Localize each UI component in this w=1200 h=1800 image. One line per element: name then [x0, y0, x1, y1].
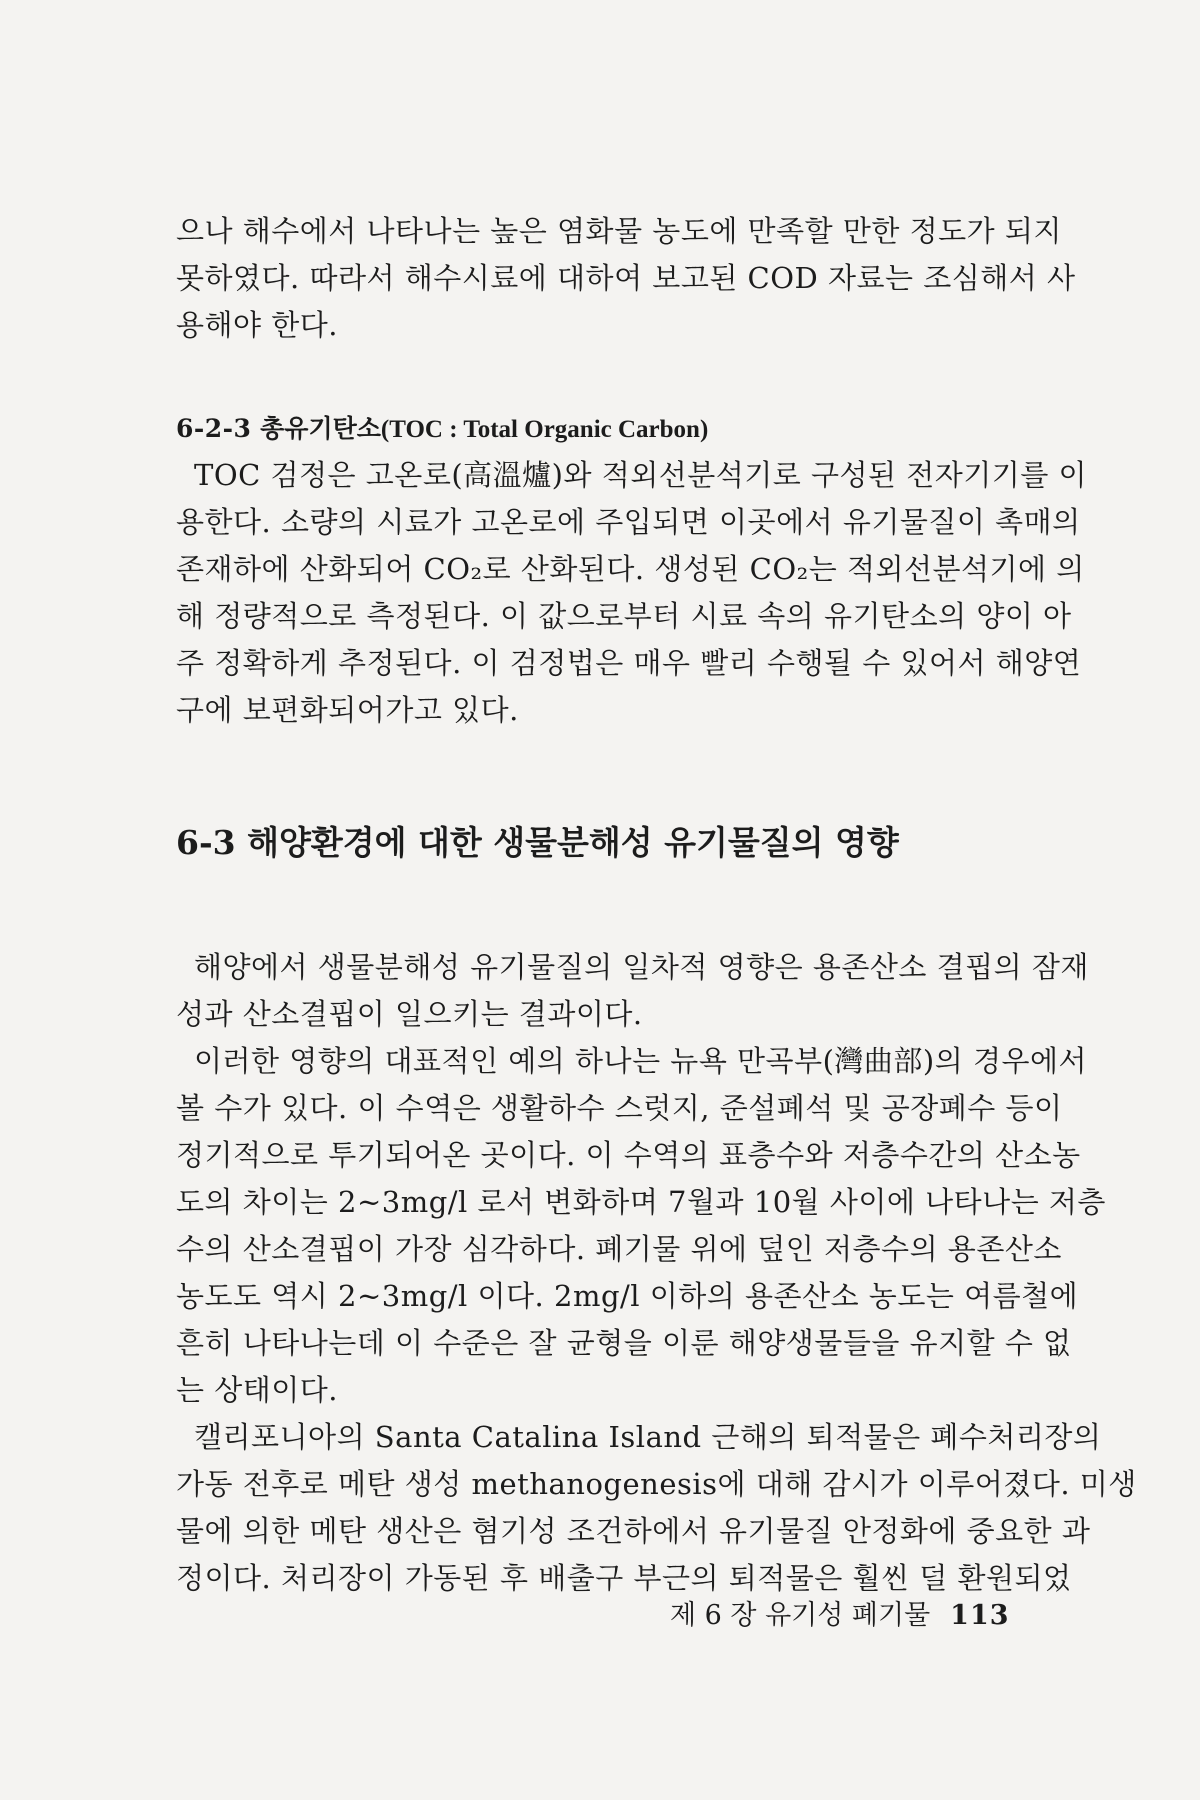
subsection-heading [176, 405, 1033, 452]
text-line: 는 상태이다. [176, 1373, 339, 1407]
text-line: TOC 검정은 고온로(高溫爐)와 적외선분석기로 구성된 전자기기를 이 [194, 458, 1088, 492]
text-line: 용한다. 소량의 시료가 고온로에 주입되면 이곳에서 유기물질이 촉매의 [176, 505, 1081, 539]
text-line: 존재하에 산화되어 CO₂로 산화된다. 생성된 CO₂는 적외선분석기에 의 [176, 552, 1085, 586]
subsection-title: 총유기탄소 [260, 414, 381, 443]
text-line: 수의 산소결핍이 가장 심각하다. 폐기물 위에 덮인 저층수의 용존산소 [176, 1232, 1062, 1266]
paragraph-cod-caution [176, 208, 1076, 349]
text-line: 농도도 역시 2~3mg/l 이다. 2mg/l 이하의 용존산소 농도는 여름철에 [176, 1279, 1079, 1313]
text-line: 볼 수가 있다. 이 수역은 생활하수 스럿지, 준설폐석 및 공장폐수 등이 [176, 1091, 1063, 1125]
paragraph-new-york-bight [176, 1038, 1106, 1414]
text-line: 구에 보편화되어가고 있다. [176, 693, 519, 727]
text-line: 으나 해수에서 나타나는 높은 염화물 농도에 만족할 만한 정도가 되지 [176, 214, 1062, 248]
subsection-number: 6-2-3 [176, 414, 252, 443]
text-line: 정기적으로 투기되어온 곳이다. 이 수역의 표층수와 저층수간의 산소농 [176, 1138, 1081, 1172]
text-line: 못하였다. 따라서 해수시료에 대하여 보고된 COD 자료는 조심해서 사 [176, 261, 1076, 295]
paragraph-santa-catalina [176, 1414, 1137, 1602]
section-heading: 6-3 해양환경에 대한 생물분해성 유기물질의 영향 [176, 823, 899, 862]
chapter-title: 제 6 장 유기성 폐기물 [670, 1600, 931, 1631]
page-body [176, 208, 1137, 1602]
text-line: 주 정확하게 추정된다. 이 검정법은 매우 빨리 수행될 수 있어서 해양연 [176, 646, 1082, 680]
text-line: 해양에서 생물분해성 유기물질의 일차적 영향은 용존산소 결핍의 잠재 [194, 950, 1089, 984]
text-line: 용해야 한다. [176, 308, 339, 342]
paragraph-toc-method [176, 452, 1088, 734]
text-line: 흔히 나타나는데 이 수준은 잘 균형을 이룬 해양생물들을 유지할 수 없 [176, 1326, 1072, 1360]
text-line: 가동 전후로 메탄 생성 methanogenesis에 대해 감시가 이루어졌다. 미생 [176, 1467, 1137, 1501]
text-line: 성과 산소결핍이 일으키는 결과이다. [176, 997, 643, 1031]
text-line: 도의 차이는 2~3mg/l 로서 변화하며 7월과 10월 사이에 나타나는 저층 [176, 1185, 1106, 1219]
text-line: 이러한 영향의 대표적인 예의 하나는 뉴욕 만곡부(灣曲部)의 경우에서 [194, 1044, 1088, 1078]
text-line: 물에 의한 메탄 생산은 혐기성 조건하에서 유기물질 안정화에 중요한 과 [176, 1514, 1091, 1548]
page-footer [670, 1593, 1010, 1632]
paragraph-primary-effect [176, 944, 1089, 1038]
page-number: 113 [950, 1600, 1010, 1631]
text-line: 캘리포니아의 Santa Catalina Island 근해의 퇴적물은 폐수처리장의 [194, 1420, 1102, 1454]
subsection-title-english: (TOC : Total Organic Carbon) [380, 416, 709, 443]
text-line: 해 정량적으로 측정된다. 이 값으로부터 시료 속의 유기탄소의 양이 아 [176, 599, 1072, 633]
text-line: 정이다. 처리장이 가동된 후 배출구 부근의 퇴적물은 훨씬 덜 환원되었 [176, 1561, 1072, 1595]
